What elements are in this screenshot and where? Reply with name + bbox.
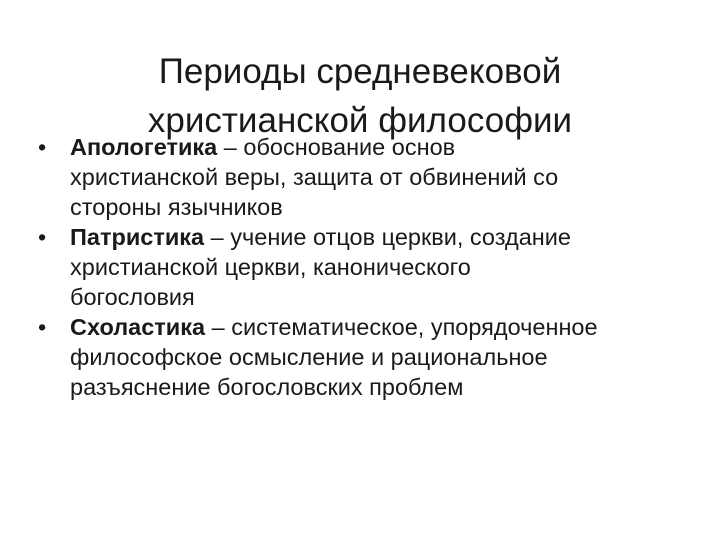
slide-title-line-2: христианской философии [147,101,573,141]
bullet-line: разъяснение богословских проблем [70,374,464,400]
slide-title-line-1: Периоды средневековой [158,52,562,92]
slide-title [60,47,660,145]
bullet-line: христианской веры, защита от обвинений со [70,164,559,190]
bullet-icon: • [38,134,47,160]
bullet-list [36,132,708,402]
bullet-item-scholasticism [36,312,708,402]
bullet-line: стороны язычников [70,194,283,220]
bullet-icon: • [38,224,47,250]
bullet-text: – обоснование основ [217,134,456,160]
bullet-text: – учение отцов церкви, создание [204,224,571,250]
bullet-text: – систематическое, упорядоченное [205,314,598,340]
bullet-line [70,222,708,252]
bullet-line: философское осмысление и рациональное [70,344,548,370]
bullet-term: Апологетика [70,134,218,160]
bullet-term: Патристика [70,224,205,250]
bullet-line [70,132,708,162]
bullet-icon: • [38,314,47,340]
bullet-line: христианской церкви, канонического [70,254,471,280]
bullet-line [70,312,708,342]
bullet-item-patristics [36,222,708,312]
bullet-term: Схоластика [70,314,206,340]
bullet-line: богословия [70,284,195,310]
bullet-item-apologetics [36,132,708,222]
